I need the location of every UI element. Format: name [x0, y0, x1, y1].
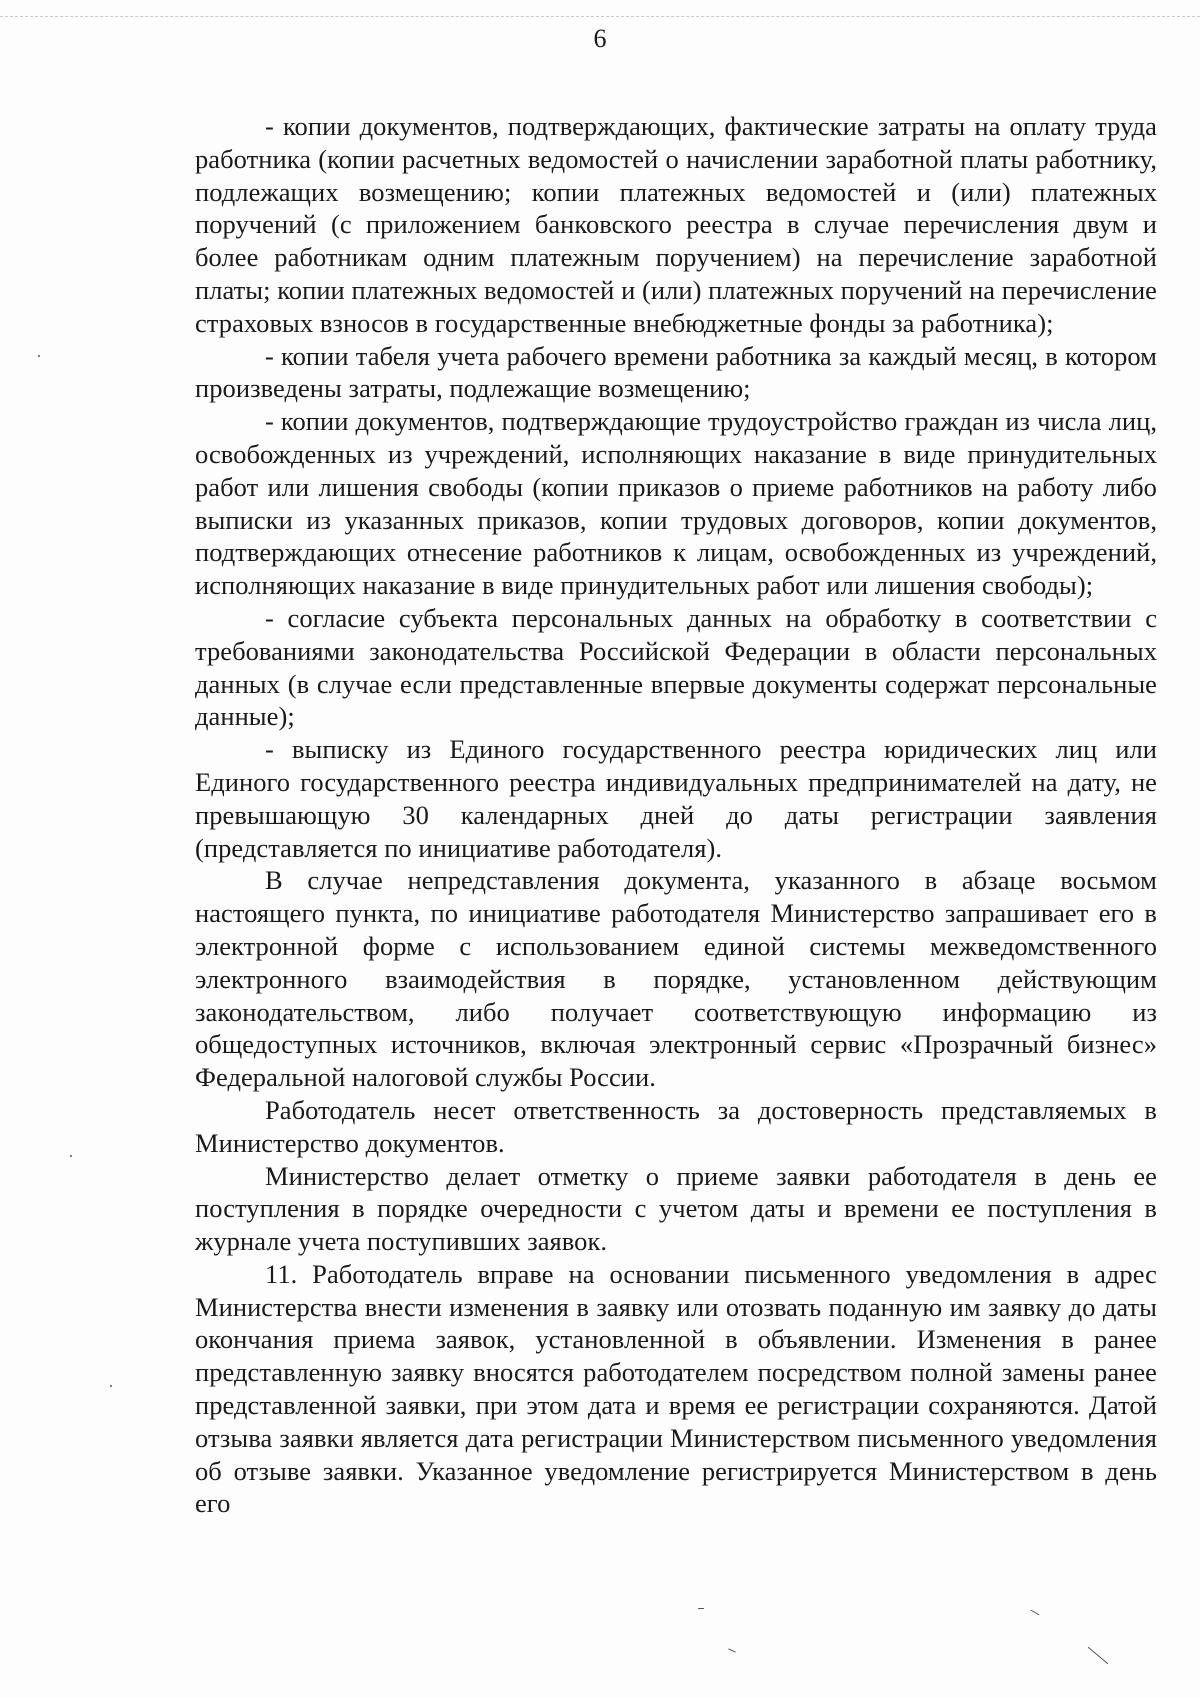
scan-speck	[728, 1648, 736, 1652]
paragraph-timesheet: - копии табеля учета рабочего времени работника за каждый месяц, в котором произведены затраты, подлежащие возмещению;	[195, 340, 1157, 404]
paragraph-clause-11: 11. Работодатель вправе на основании письменного уведомления в адрес Министерства внести изменения в заявку или отозвать поданную им заявку до даты окончания приема заявок, установленной в объявлении. Изменения в ранее представленную заявку вносятся работодателем посредством полной замены ранее представленной заявки, при этом дата и время ее регистрации сохраняются. Датой отзыва заявки является дата регистрации Министерством письменного уведомления об отзыве заявки. Указанное уведомление регистрируется Министерством в день его	[195, 1258, 1157, 1519]
paragraph-employer-responsibility: Работодатель несет ответственность за достоверность представляемых в Министерство документов.	[195, 1094, 1157, 1158]
scan-speck	[1030, 1610, 1039, 1616]
scan-speck	[38, 355, 40, 357]
scan-speck	[110, 1385, 112, 1387]
paragraph-registry-extract: - выписку из Единого государственного реестра юридических лиц или Единого государственного реестра индивидуальных предпринимателей на дату, не превышающую 30 календарных дней до даты регистрации заявления (представляется по инициативе работодателя).	[195, 734, 1157, 863]
paragraph-ministry-request: В случае непредставления документа, указанного в абзаце восьмом настоящего пункта, по инициативе работодателя Министерство запрашивает его в электронной форме с использованием единой системы межведомственного электронного взаимодействия в порядке, установленном действующим законодательством, либо получает соответствующую информацию из общедоступных источников, включая электронный сервис «Прозрачный бизнес» Федеральной налоговой службы России.	[195, 865, 1157, 1093]
paragraph-application-mark: Министерство делает отметку о приеме заявки работодателя в день ее поступления в порядке очередности с учетом даты и времени ее поступления в журнале учета поступивших заявок.	[195, 1160, 1157, 1257]
scan-speck	[698, 1608, 704, 1609]
paragraph-personal-data-consent: - согласие субъекта персональных данных на обработку в соответствии с требованиями законодательства Российской Федерации в области персональных данных (в случае если представленные впервые документы содержат персональные данные);	[195, 602, 1157, 732]
document-body	[195, 110, 1157, 1520]
scan-speck	[1088, 1647, 1109, 1664]
scan-top-edge	[0, 16, 1200, 21]
paragraph-salary-documents: - копии документов, подтверждающих, фактические затраты на оплату труда работника (копии расчетных ведомостей о начислении заработной платы работнику, подлежащих возмещению; копии платежных ведомостей и (или) платежных поручений (с приложением банковского реестра в случае перечисления двум и более работникам одним платежным поручением) на перечисление заработной платы; копии платежных ведомостей и (или) платежных поручений на перечисление страховых взносов в государственные внебюджетные фонды за работника);	[195, 111, 1157, 338]
scan-speck	[70, 1155, 72, 1157]
page-number: 6	[593, 24, 607, 53]
paragraph-employment-documents: - копии документов, подтверждающие трудоустройство граждан из числа лиц, освобожденных из учреждений, исполняющих наказание в виде принудительных работ или лишения свободы (копии приказов о приеме работников на работу либо выписки из указанных приказов, копии трудовых договоров, копии документов, подтверждающих отнесение работников к лицам, освобожденных из учреждений, исполняющих наказание в виде принудительных работ или лишения свободы);	[195, 406, 1157, 601]
